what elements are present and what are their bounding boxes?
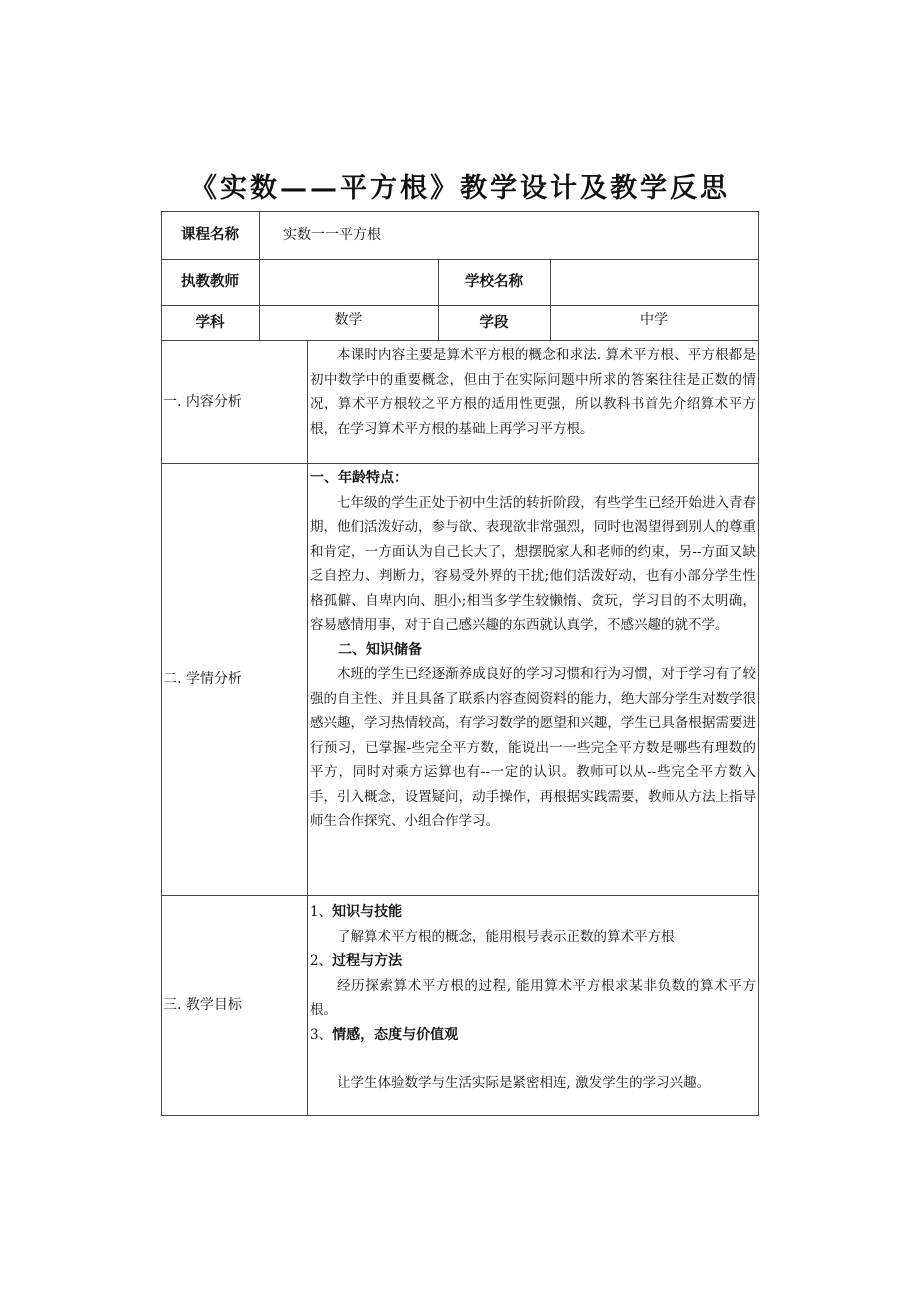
school-name-value [550, 259, 758, 305]
knowledge-reserve-paragraph: 木班的学生已经逐渐养成良好的学习习惯和行为习惯，对于学习有了较强的自主性、并且具备了联系内容查阅资料的能力，绝大部分学生对数学很感兴趣，学习热情较高，有学习数学的愿望和兴趣，学生已具备根据需要进行预习，已掌握-些完全平方数，能说出一一些完全平方数是哪些有理数的平方，同时对乘方运算也有--一定的认识。教师可以从--些完全平方数入手，引入概念，设置疑问，动手操作，再根据实践需要，教师从方法上指导师生合作探究、小组合作学习。 [310, 666, 756, 829]
emotion-attitude-paragraph: 让学生体验数学与生活实际是紧密相连, 激发学生的学习兴趣。 [337, 1075, 711, 1091]
goal-number: 3、 [310, 1026, 333, 1043]
content-analysis-label: 一. 内容分析 [163, 393, 242, 410]
lesson-plan-table [161, 211, 759, 1116]
goal-number: 2、 [310, 953, 333, 969]
teacher-value [259, 259, 438, 305]
age-traits-heading: 一、年龄特点： [310, 470, 408, 486]
subject-value: 数学 [334, 312, 363, 328]
knowledge-skills-paragraph: 了解算术平方根的概念，能用根号表示正数的算术平方根 [337, 928, 675, 945]
teaching-goals-text [308, 900, 758, 1096]
age-traits-paragraph: 七年级的学生正处于初中生活的转折阶段，有些学生已经开始进入青春期，他们活泼好动，参与欲、表现欲非常强烈，同时也渴望得到别人的尊重和肯定，一方面认为自己长大了，想摆脱家人和老师的约束，另--方面又缺乏自控力、判断力，容易受外界的干扰;他们活泼好动，也有小部分学生性格孤僻、自卑内向、胆小;相当多学生较懒惰、贪玩，学习目的不太明确，容易感情用事，对于自己感兴趣的东西就认真学，不感兴趣的就不学。 [310, 494, 756, 633]
knowledge-skills-heading: 知识与技能 [332, 904, 403, 920]
stage-value: 中学 [640, 312, 668, 328]
teaching-goals-label: 三. 教学目标 [163, 997, 242, 1013]
course-name-label: 课程名称 [181, 227, 239, 243]
course-name-value: 实数一一平方根 [283, 227, 381, 243]
content-analysis-paragraph: 本课时内容主要是算术平方根的概念和求法. 算术平方根、平方根都是初中数学中的重要概念，但由于在实际问题中所求的答案往往是正数的情况，算术平方根较之平方根的适用性更强，所以教科书首先介绍算术平方根，在学习算术平方根的基础上再学习平方根。 [310, 347, 756, 437]
content-analysis-text [308, 343, 758, 441]
blank-line [310, 1047, 756, 1071]
document-title: 《实数——平方根》教学设计及教学反思 [190, 173, 730, 204]
table-border-bottom [161, 1115, 759, 1116]
table-border-right [758, 211, 759, 1116]
learner-analysis-label: 二. 学情分析 [163, 671, 242, 687]
goal-number: 1、 [310, 904, 333, 920]
school-name-label: 学校名称 [465, 274, 523, 290]
emotion-attitude-heading: 情感，态度与价值观 [332, 1026, 459, 1043]
process-method-paragraph: 经历探索算术平方根的过程, 能用算术平方根求某非负数的算术平方根。 [310, 977, 756, 1018]
teacher-label: 执教教师 [181, 274, 239, 290]
stage-label: 学段 [479, 314, 509, 331]
learner-analysis-text [308, 466, 758, 834]
subject-label: 学科 [195, 314, 225, 331]
knowledge-reserve-heading: 二、知识储备 [338, 641, 422, 658]
process-method-heading: 过程与方法 [332, 953, 403, 969]
